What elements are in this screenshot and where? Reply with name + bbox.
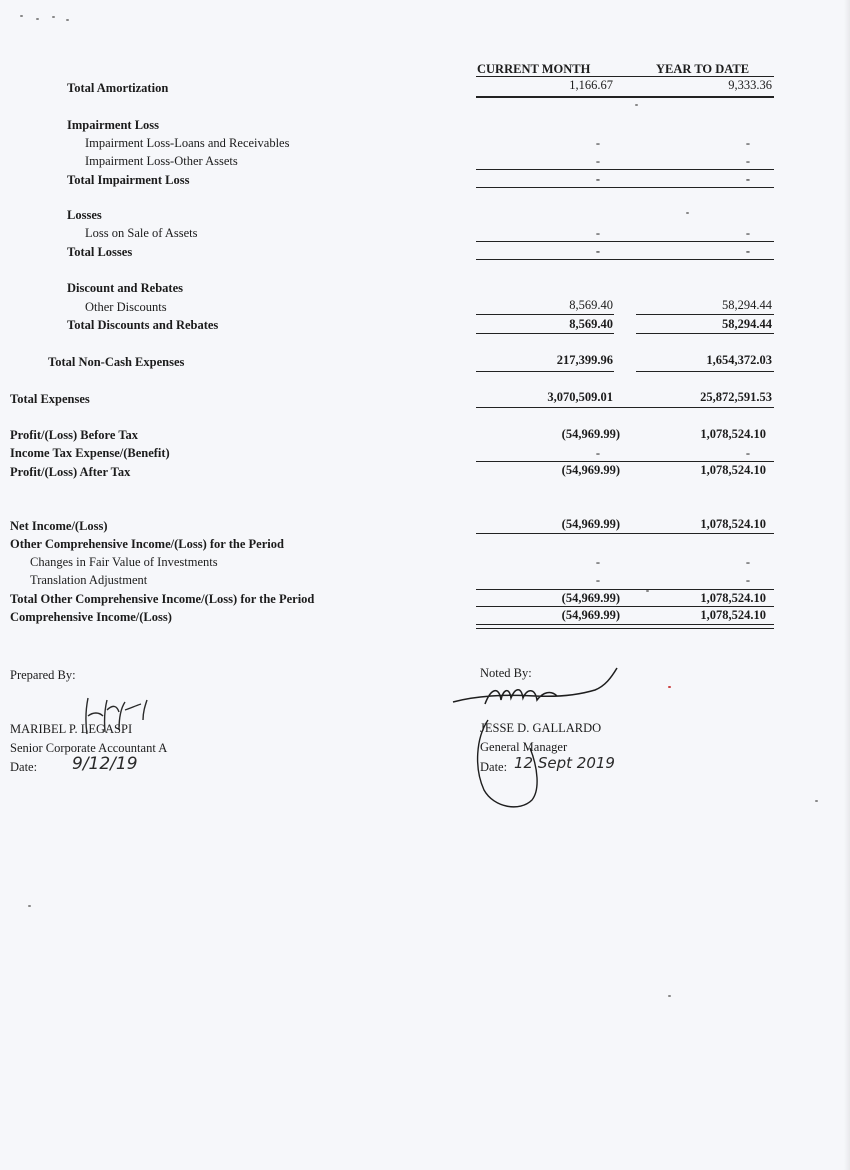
row-label-total-discounts: Total Discounts and Rebates — [67, 318, 219, 332]
scan-speck — [646, 590, 649, 592]
scan-speck — [28, 905, 31, 907]
value-current-total-discounts: 8,569.40 — [569, 317, 613, 331]
rule-losses-top — [476, 241, 774, 242]
row-label-total-impairment: Total Impairment Loss — [67, 173, 190, 187]
value-ytd-total-losses: - — [745, 244, 750, 258]
rule-impairment-top — [476, 169, 774, 170]
row-label-impairment-other: Impairment Loss-Other Assets — [85, 154, 238, 168]
value-ytd-total-expenses: 25,872,591.53 — [700, 390, 772, 404]
header-current-month: CURRENT MONTH — [477, 62, 591, 76]
value-current-translation-adj: - — [595, 573, 600, 587]
row-label-profit-after-tax: Profit/(Loss) After Tax — [10, 465, 131, 479]
prepared-name: MARIBEL P. LEGASPI — [10, 722, 133, 736]
value-ytd-net-income: 1,078,524.10 — [700, 517, 766, 531]
rule-discounts-bottom-current — [476, 333, 614, 334]
value-ytd-income-tax: - — [745, 446, 750, 460]
value-ytd-loss-sale-assets: - — [745, 226, 750, 240]
row-label-total-expenses: Total Expenses — [10, 392, 90, 406]
noted-by-heading: Noted By: — [480, 666, 532, 680]
value-current-other-discounts: 8,569.40 — [569, 298, 613, 312]
value-ytd-total-impairment: - — [745, 172, 750, 186]
row-label-other-discounts: Other Discounts — [85, 300, 167, 314]
noted-date-label: Date: — [480, 760, 508, 774]
value-ytd-profit-before-tax: 1,078,524.10 — [700, 427, 766, 441]
scan-edge-shadow — [844, 0, 850, 1170]
rule-oci-top — [476, 589, 774, 590]
rule-net-income — [476, 533, 774, 534]
section-discount-rebates: Discount and Rebates — [67, 281, 183, 295]
row-label-profit-before-tax: Profit/(Loss) Before Tax — [10, 428, 139, 442]
section-impairment-loss: Impairment Loss — [67, 118, 160, 132]
row-label-total-oci: Total Other Comprehensive Income/(Loss) for the Period — [10, 592, 315, 606]
value-current-total-impairment: - — [595, 172, 600, 186]
value-current-profit-before-tax: (54,969.99) — [561, 427, 620, 441]
rule-noncash-current — [476, 371, 614, 372]
value-current-impairment-other: - — [595, 154, 600, 168]
value-current-total-noncash: 217,399.96 — [556, 353, 613, 367]
rule-income-tax — [476, 461, 774, 462]
scan-speck — [668, 686, 671, 688]
value-current-total-losses: - — [595, 244, 600, 258]
noted-date-handwritten: 12 Sept 2019 — [514, 754, 615, 772]
prepared-date-handwritten: 9/12/19 — [72, 754, 138, 774]
value-ytd-total-amortization: 9,333.36 — [728, 78, 772, 92]
prepared-title: Senior Corporate Accountant A — [10, 741, 168, 755]
scan-speck — [20, 15, 23, 17]
value-current-income-tax: - — [595, 446, 600, 460]
value-current-total-amortization: 1,166.67 — [569, 78, 613, 92]
section-losses: Losses — [67, 208, 102, 222]
noted-title: General Manager — [480, 740, 568, 754]
value-current-net-income: (54,969.99) — [561, 517, 620, 531]
value-ytd-total-discounts: 58,294.44 — [722, 317, 772, 331]
value-current-total-oci: (54,969.99) — [561, 591, 620, 605]
row-label-net-income: Net Income/(Loss) — [10, 519, 108, 533]
rule-comprehensive-2 — [476, 628, 774, 629]
value-ytd-impairment-other: - — [745, 154, 750, 168]
scan-speck — [36, 18, 39, 20]
scan-speck — [686, 212, 689, 214]
value-ytd-other-discounts: 58,294.44 — [722, 298, 772, 312]
value-ytd-profit-after-tax: 1,078,524.10 — [700, 463, 766, 477]
scan-speck — [52, 16, 55, 18]
rule-discounts-top-ytd — [636, 314, 774, 315]
value-ytd-comprehensive-income: 1,078,524.10 — [700, 608, 766, 622]
value-current-loss-sale-assets: - — [595, 226, 600, 240]
rule-amortization — [476, 96, 774, 98]
header-year-to-date: YEAR TO DATE — [656, 62, 750, 76]
value-ytd-total-noncash: 1,654,372.03 — [706, 353, 772, 367]
prepared-by-heading: Prepared By: — [10, 668, 76, 682]
rule-noncash-ytd — [636, 371, 774, 372]
row-label-total-losses: Total Losses — [67, 245, 133, 259]
prepared-date-label: Date: — [10, 760, 38, 774]
row-label-changes-fair-value: Changes in Fair Value of Investments — [30, 555, 218, 569]
row-label-loss-sale-assets: Loss on Sale of Assets — [85, 226, 198, 240]
row-label-total-noncash: Total Non-Cash Expenses — [48, 355, 185, 369]
row-label-translation-adj: Translation Adjustment — [30, 573, 148, 587]
value-ytd-impairment-loans: - — [745, 136, 750, 150]
scan-speck — [668, 995, 671, 997]
row-label-oci-period: Other Comprehensive Income/(Loss) for the Period — [10, 537, 284, 551]
scan-speck — [635, 104, 638, 106]
value-current-comprehensive-income: (54,969.99) — [561, 608, 620, 622]
rule-oci-mid — [476, 606, 774, 607]
value-current-profit-after-tax: (54,969.99) — [561, 463, 620, 477]
value-ytd-total-oci: 1,078,524.10 — [700, 591, 766, 605]
row-label-comprehensive-income: Comprehensive Income/(Loss) — [10, 610, 172, 624]
rule-impairment-bottom — [476, 187, 774, 188]
noted-name: JESSE D. GALLARDO — [480, 721, 602, 735]
rule-losses-bottom — [476, 259, 774, 260]
row-label-impairment-loans: Impairment Loss-Loans and Receivables — [85, 136, 290, 150]
scan-speck — [815, 800, 818, 802]
header-underline — [476, 76, 774, 77]
row-label-total-amortization: Total Amortization — [67, 81, 169, 95]
value-current-changes-fair-value: - — [595, 555, 600, 569]
value-ytd-translation-adj: - — [745, 573, 750, 587]
row-label-income-tax: Income Tax Expense/(Benefit) — [10, 446, 170, 460]
rule-discounts-top-current — [476, 314, 614, 315]
value-ytd-changes-fair-value: - — [745, 555, 750, 569]
rule-total-expenses — [476, 407, 774, 408]
rule-discounts-bottom-ytd — [636, 333, 774, 334]
value-current-total-expenses: 3,070,509.01 — [547, 390, 613, 404]
scan-speck — [66, 19, 69, 21]
value-current-impairment-loans: - — [595, 136, 600, 150]
rule-comprehensive-1 — [476, 624, 774, 625]
